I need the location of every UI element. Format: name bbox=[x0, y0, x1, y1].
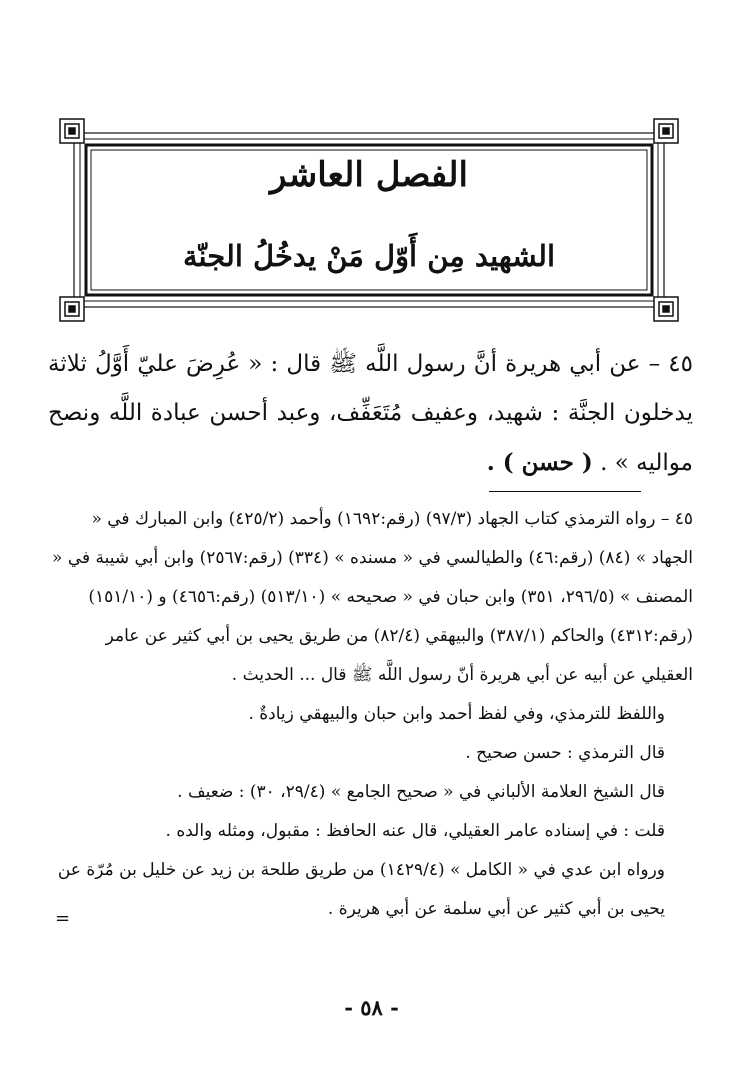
corner-ornament-bottom-left bbox=[60, 297, 84, 321]
corner-ornament-top-left bbox=[60, 119, 84, 143]
hadith-text: ٤٥ – عن أبي هريرة أنَّ رسول اللَّه ﷺ قال : « عُرِضَ عليّ أَوَّلُ ثلاثة يدخلون الجنَّة : شهيد، وعفيف مُتَعَفِّف، وعبد أحسن عبادة اللَّه ونصح مواليه » . bbox=[48, 351, 693, 476]
corner-ornament-top-right bbox=[654, 119, 678, 143]
page-number: - ٥٨ - bbox=[344, 995, 399, 1020]
chapter-title: الفصل العاشر bbox=[270, 155, 468, 195]
corner-ornament-bottom-right bbox=[654, 297, 678, 321]
footnote-author-comment: قلت : في إسناده عامر العقيلي، قال عنه الحافظ : مقبول، ومثله والده . bbox=[165, 821, 665, 841]
footnotes bbox=[50, 500, 693, 929]
chapter-title-frame bbox=[58, 117, 680, 323]
footnote-takhrij: ٤٥ – رواه الترمذي كتاب الجهاد (٩٧/٣) (رقم:١٦٩٢) وأحمد (٤٢٥/٢) وابن المبارك في « الجهاد » (٨٤) (رقم:٤٦) والطيالسي في « مسنده » (٣٣٤) (رقم:٢٥٦٧) وابن أبي شيبة في « المصنف » (٢٩٦/٥، ٣٥١) وابن حبان في « صحيحه » (٥١٣/١٠) (رقم:٤٦٥٦) و (١٥١/١٠) (رقم:٤٣١٢) والحاكم (٣٨٧/١) والبيهقي (٨٢/٤) من طريق يحيى بن أبي كثير عن عامر العقيلي عن أبيه عن أبي هريرة أنّ رسول اللَّه ﷺ قال ... الحديث . bbox=[52, 509, 693, 685]
hadith-grade: ( حسن ) . bbox=[486, 449, 593, 476]
footnote-tirmidhi-grade: قال الترمذي : حسن صحيح . bbox=[465, 743, 665, 763]
footnote-separator bbox=[489, 491, 641, 492]
ornamental-border bbox=[58, 117, 680, 323]
footnote-ibn-adi: ورواه ابن عدي في « الكامل » (١٤٢٩/٤) من طريق طلحة بن زيد عن خليل بن مُرّة عن يحيى بن أبي كثير عن أبي سلمة عن أبي هريرة . bbox=[57, 860, 665, 919]
hadith-text-block bbox=[48, 340, 693, 488]
footnote-wording: واللفظ للترمذي، وفي لفظ أحمد وابن حبان والبيهقي زيادةٌ . bbox=[248, 704, 665, 724]
chapter-subtitle: الشهيد مِن أَوّل مَنْ يدخُلُ الجنّة bbox=[182, 239, 556, 273]
continuation-mark: = bbox=[55, 908, 71, 929]
footnote-albani-grade: قال الشيخ العلامة الألباني في « صحيح الجامع » (٢٩/٤، ٣٠) : ضعيف . bbox=[177, 782, 665, 802]
